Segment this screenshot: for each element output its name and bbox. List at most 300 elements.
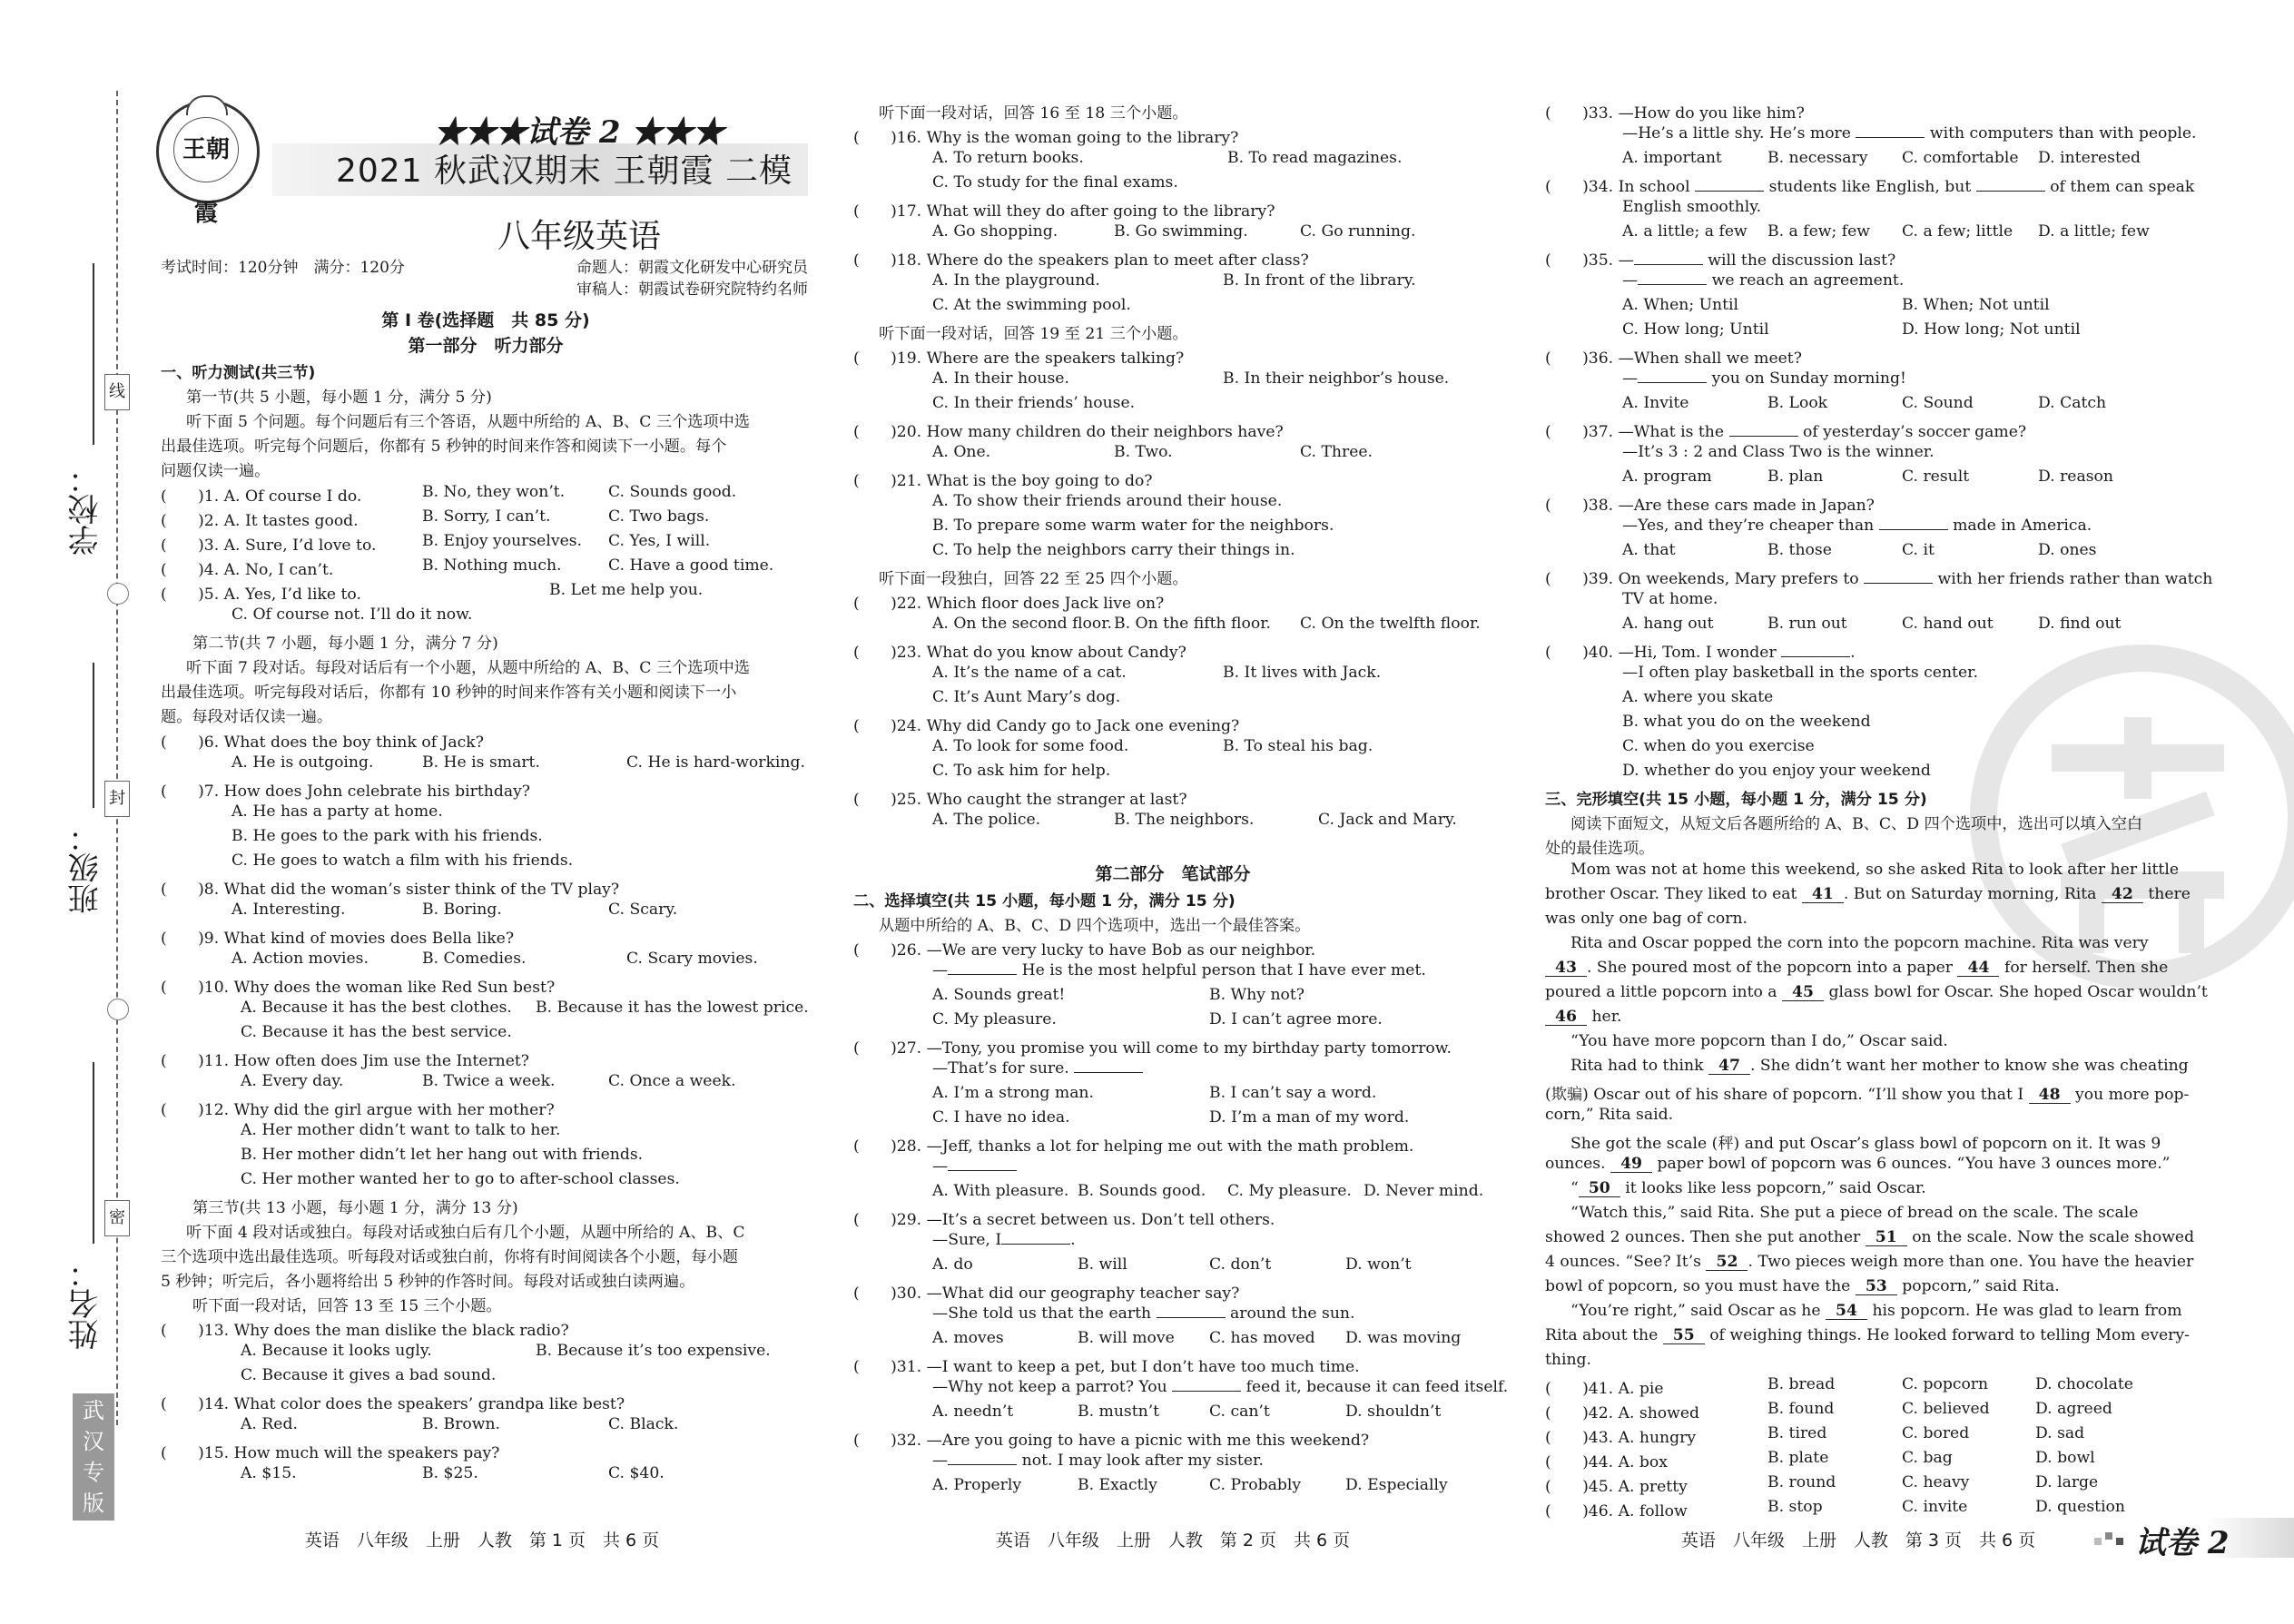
cloze-blank[interactable]: 53 (1856, 1279, 1897, 1295)
question[interactable]: ( )14. What color does the speakers’ grandpa like best? (161, 1395, 625, 1413)
option[interactable]: B. will (1078, 1255, 1127, 1274)
class-field[interactable] (93, 663, 94, 808)
question[interactable]: ( )6. What does the boy think of Jack? (161, 733, 484, 752)
exam-title: 2021 秋武汉期末 王朝霞 二模 (336, 153, 793, 190)
option[interactable]: B. stop (1767, 1498, 1823, 1516)
option[interactable]: D. Never mind. (1364, 1182, 1484, 1200)
option[interactable]: C. don’t (1209, 1255, 1272, 1274)
question[interactable]: ( )3. A. Sure, I’d love to. (161, 536, 377, 555)
option[interactable]: C. Probably (1209, 1476, 1302, 1494)
option[interactable]: C. Because it gives a bad sound. (241, 1366, 497, 1384)
option[interactable]: A. In their house. (932, 369, 1069, 388)
option[interactable]: B. No, they won’t. (422, 483, 566, 501)
option[interactable]: A. He has a party at home. (231, 802, 443, 821)
question[interactable]: ( )19. Where are the speakers talking? (853, 349, 1185, 368)
cloze-blank[interactable]: 41 (1802, 887, 1844, 903)
answer-blank[interactable] (1001, 1244, 1070, 1245)
option[interactable]: D. chocolate (2035, 1375, 2133, 1393)
option[interactable]: A. that (1622, 541, 1676, 559)
question-line: TV at home. (1622, 590, 1718, 608)
option[interactable]: A. To look for some food. (932, 737, 1129, 755)
option[interactable]: D. whether do you enjoy your weekend (1622, 762, 1931, 780)
option[interactable]: C. He goes to watch a film with his friends. (231, 851, 574, 870)
option[interactable]: C. At the swimming pool. (932, 296, 1131, 314)
option[interactable]: D. find out (2038, 615, 2122, 633)
question[interactable]: ( )43. A. hungry (1545, 1429, 1697, 1447)
option[interactable]: B. Sounds good. (1078, 1182, 1206, 1200)
volume-heading: 第 Ⅰ 卷(选择题 共 85 分) (381, 310, 590, 330)
option[interactable]: A. It’s the name of a cat. (932, 664, 1127, 682)
option[interactable]: C. bored (1902, 1424, 1970, 1442)
option[interactable]: D. I’m a man of my word. (1209, 1108, 1410, 1127)
option[interactable]: B. plate (1767, 1449, 1829, 1467)
lead-in: 听下面一段独白，回答 22 至 25 四个小题。 (879, 570, 1188, 588)
question[interactable]: ( )11. How often does Jim use the Internet? (161, 1052, 530, 1070)
option[interactable]: B. Her mother didn’t let her hang out with friends. (241, 1146, 644, 1164)
reviewer-line: 审稿人：朝霞试卷研究院特约名师 (576, 281, 808, 299)
option[interactable]: A. hang out (1622, 615, 1714, 633)
school-label: 学校： (68, 463, 104, 556)
paper-number: ★★★试卷 2 ★★★ (434, 114, 724, 151)
option[interactable]: C. Yes, I will. (608, 532, 711, 550)
option[interactable]: C. has moved (1209, 1329, 1315, 1347)
question[interactable]: ( )33. —How do you like him? (1545, 104, 1805, 123)
option[interactable]: A. When; Until (1622, 296, 1739, 314)
question[interactable]: ( )2. A. It tastes good. (161, 512, 359, 530)
seal-mark-secret: 密 (104, 1200, 130, 1236)
name-field[interactable] (93, 1062, 94, 1244)
question[interactable]: ( )26. —We are very lucky to have Bob as our neighbor. (853, 941, 1316, 960)
question-line: — (932, 1157, 1017, 1176)
option[interactable]: C. My pleasure. (1227, 1182, 1352, 1200)
question[interactable]: ( )32. —Are you going to have a picnic with me this weekend? (853, 1432, 1370, 1450)
option[interactable]: B. Look (1767, 394, 1828, 412)
question[interactable]: ( )20. How many children do their neighbors have? (853, 423, 1284, 441)
option[interactable]: B. $25. (422, 1464, 478, 1482)
question[interactable]: ( )10. Why does the woman like Red Sun best? (161, 979, 556, 997)
option[interactable]: B. Because it’s too expensive. (536, 1342, 771, 1360)
instruction: 听下面 7 段对话。每段对话后有一个小题，从题中所给的 A、B、C 三个选项中选 (186, 659, 750, 677)
question[interactable]: ( )22. Which floor does Jack live on? (853, 595, 1165, 613)
lead-in: 听下面一段对话，回答 13 至 15 三个小题。 (192, 1297, 502, 1315)
option[interactable]: C. a few; little (1902, 222, 2013, 241)
option[interactable]: B. those (1767, 541, 1832, 559)
question[interactable]: ( )7. How does John celebrate his birthday? (161, 782, 530, 801)
passage-line: brother Oscar. They liked to eat 41 . But on Saturday morning, Rita 42 there (1545, 885, 2191, 903)
exam-meta: 考试时间：120分钟 满分：120分 (161, 259, 405, 277)
option[interactable]: C. Once a week. (608, 1072, 736, 1090)
question[interactable]: ( )9. What kind of movies does Bella like? (161, 930, 515, 948)
option[interactable]: B. mustn’t (1078, 1403, 1160, 1421)
part-heading: 第一部分 听力部分 (408, 336, 564, 356)
option[interactable]: B. tired (1767, 1424, 1827, 1442)
option[interactable]: D. reason (2038, 468, 2113, 486)
answer-blank[interactable] (1879, 529, 1948, 530)
option[interactable]: A. On the second floor. (932, 615, 1113, 633)
option[interactable]: C. Black. (608, 1415, 679, 1433)
question[interactable]: ( )39. On weekends, Mary prefers to with her friends rather than watch (1545, 570, 2213, 588)
question[interactable]: ( )25. Who caught the stranger at last? (853, 791, 1187, 809)
option[interactable]: A. Because it has the best clothes. (241, 999, 512, 1017)
option[interactable]: B. On the fifth floor. (1114, 615, 1272, 633)
passage-line: was only one bag of corn. (1545, 910, 1748, 928)
answer-blank[interactable] (948, 1464, 1017, 1465)
logo-text: 王朝霞 (173, 117, 239, 182)
option[interactable]: D. won’t (1345, 1255, 1412, 1274)
answer-blank[interactable] (1172, 1391, 1241, 1392)
cloze-blank[interactable]: 52 (1706, 1255, 1748, 1271)
option[interactable]: C. when do you exercise (1622, 737, 1815, 755)
option[interactable]: A. He is outgoing. (231, 753, 374, 772)
cloze-blank[interactable]: 48 (2029, 1088, 2071, 1104)
instruction: 三个选项中选出最佳选项。听每段对话或独白前，你将有时间阅读各个小题，每小题 (161, 1248, 738, 1266)
question-line: —It’s 3 : 2 and Class Two is the winner. (1622, 443, 1935, 461)
option[interactable]: C. Scary. (608, 901, 678, 919)
answer-blank[interactable] (1695, 191, 1764, 192)
answer-blank[interactable] (1157, 1317, 1226, 1318)
question[interactable]: ( )44. A. box (1545, 1453, 1668, 1471)
answer-blank[interactable] (1976, 191, 2045, 192)
question[interactable]: ( )4. A. No, I can’t. (161, 561, 334, 579)
option[interactable]: B. Comedies. (422, 950, 527, 968)
option[interactable]: B. Go swimming. (1114, 222, 1248, 241)
node-heading: 第二节(共 7 小题，每小题 1 分，满分 7 分) (192, 635, 498, 653)
option[interactable]: A. Action movies. (231, 950, 369, 968)
cloze-blank[interactable]: 54 (1826, 1304, 1867, 1320)
question[interactable]: ( )21. What is the boy going to do? (853, 472, 1153, 490)
section-heading: 二、选择填空(共 15 小题，每小题 1 分，满分 15 分) (853, 892, 1236, 910)
option[interactable]: A. To return books. (932, 149, 1084, 167)
option[interactable]: B. bread (1767, 1375, 1836, 1393)
question[interactable]: ( )27. —Tony, you promise you will come to my birthday party tomorrow. (853, 1039, 1452, 1058)
answer-blank[interactable] (1729, 436, 1798, 437)
school-field[interactable] (93, 263, 94, 445)
part-heading: 第二部分 笔试部分 (1095, 864, 1251, 884)
option[interactable]: D. I can’t agree more. (1209, 1010, 1383, 1029)
option[interactable]: B. To prepare some warm water for the neighbors. (932, 517, 1334, 535)
passage-line: showed 2 ounces. Then she put another 51 on the scale. Now the scale showed (1545, 1228, 2195, 1246)
question-line: — we reach an agreement. (1622, 271, 1905, 290)
passage-line: bowl of popcorn, so you must have the 53 popcorn,” said Rita. (1545, 1277, 2060, 1295)
subject-title: 八年级英语 (497, 218, 662, 255)
question[interactable]: ( )8. What did the woman’s sister think of the TV play? (161, 881, 620, 899)
option[interactable]: C. On the twelfth floor. (1300, 615, 1481, 633)
option[interactable]: C. To study for the final exams. (932, 173, 1178, 192)
crown-icon (186, 95, 228, 115)
question[interactable]: ( )29. —It’s a secret between us. Don’t tell others. (853, 1211, 1275, 1229)
option[interactable]: C. Her mother wanted her to go to after-school classes. (241, 1170, 680, 1188)
option[interactable]: A. Her mother didn’t want to talk to her. (241, 1121, 561, 1139)
question-line: —I often play basketball in the sports center. (1622, 664, 1978, 682)
passage-line: “You’re right,” said Oscar as he 54 his popcorn. He was glad to learn from (1570, 1302, 2182, 1320)
answer-blank[interactable] (1781, 656, 1850, 657)
option[interactable]: B. run out (1767, 615, 1847, 633)
option[interactable]: B. The neighbors. (1114, 811, 1255, 829)
seal-mark-line: 线 (104, 374, 130, 410)
option[interactable]: B. Why not? (1209, 986, 1305, 1004)
option[interactable]: B. Brown. (422, 1415, 500, 1433)
brand-logo (156, 100, 260, 227)
question-line: —That’s for sure. (932, 1059, 1143, 1078)
answer-blank[interactable] (948, 974, 1017, 975)
question[interactable]: ( )13. Why does the man dislike the black radio? (161, 1322, 569, 1340)
option[interactable]: A. In the playground. (932, 271, 1100, 290)
option[interactable]: C. comfortable (1902, 149, 2019, 167)
node-heading: 第一节(共 5 小题，每小题 1 分，满分 5 分) (186, 389, 492, 407)
option[interactable]: D. agreed (2035, 1400, 2112, 1418)
option[interactable]: C. He is hard-working. (626, 753, 805, 772)
question[interactable]: ( )18. Where do the speakers plan to meet after class? (853, 251, 1309, 270)
option[interactable]: D. shouldn’t (1345, 1403, 1442, 1421)
option[interactable]: C. It’s Aunt Mary’s dog. (932, 688, 1121, 706)
option[interactable]: B. In their neighbor’s house. (1223, 369, 1450, 388)
option[interactable]: C. Scary movies. (626, 950, 758, 968)
option[interactable]: B. Because it has the lowest price. (536, 999, 809, 1017)
option[interactable]: C. In their friends’ house. (932, 394, 1136, 412)
section-heading: 一、听力测试(共三节) (161, 364, 316, 382)
passage-line: poured a little popcorn into a 45 glass bowl for Oscar. She hoped Oscar wouldn’t (1545, 983, 2208, 1001)
corner-paper-tag: 试卷 2 (2135, 1525, 2230, 1561)
option[interactable]: A. Because it looks ugly. (241, 1342, 432, 1360)
question[interactable]: ( )45. A. pretty (1545, 1478, 1688, 1496)
option[interactable]: A. Every day. (241, 1072, 344, 1090)
option[interactable]: B. Nothing much. (422, 556, 562, 575)
passage-line: (欺骗) Oscar out of his share of popcorn. “I’ll show you that I 48 you more pop- (1545, 1086, 2190, 1104)
question[interactable]: ( )34. In school students like English, but of them can speak (1545, 178, 2195, 196)
answer-blank[interactable] (948, 1170, 1017, 1171)
option[interactable]: B. He goes to the park with his friends. (231, 827, 543, 845)
passage-line: Mom was not at home this weekend, so she asked Rita to look after her little (1570, 861, 2179, 879)
question[interactable]: ( )28. —Jeff, thanks a lot for helping me out with the math problem. (853, 1137, 1414, 1156)
passage-line: 4 ounces. “See? It’s 52 . Two pieces weigh more than one. You have the heavier (1545, 1253, 2194, 1271)
class-label: 班级： (68, 822, 104, 914)
option[interactable]: A. To show their friends around their house. (932, 492, 1283, 510)
option[interactable]: B. It lives with Jack. (1223, 664, 1382, 682)
option[interactable]: C. heavy (1902, 1473, 1970, 1491)
question[interactable]: ( )31. —I want to keep a pet, but I don’t have too much time. (853, 1358, 1360, 1376)
question-line: —Sure, I . (932, 1231, 1076, 1249)
option[interactable]: C. bag (1902, 1449, 1953, 1467)
option[interactable]: B. Exactly (1078, 1476, 1157, 1494)
answer-blank[interactable] (1634, 264, 1703, 265)
option[interactable]: B. To steal his bag. (1223, 737, 1373, 755)
option[interactable]: B. found (1767, 1400, 1835, 1418)
option[interactable]: A. One. (932, 443, 991, 461)
answer-blank[interactable] (1074, 1072, 1143, 1073)
option[interactable]: C. Have a good time. (608, 556, 774, 575)
cloze-blank[interactable]: 55 (1663, 1328, 1705, 1344)
question[interactable]: ( )5. A. Yes, I’d like to. (161, 586, 361, 604)
option[interactable]: D. question (2035, 1498, 2125, 1516)
option[interactable]: C. Jack and Mary. (1318, 811, 1457, 829)
option[interactable]: B. what you do on the weekend (1622, 713, 1871, 731)
regional-edition-badge: 武汉专版 (73, 1393, 114, 1521)
binding-strip (0, 0, 154, 1624)
option[interactable]: C. Sounds good. (608, 483, 737, 501)
question-line: —Why not keep a parrot? You feed it, because it can feed itself. (932, 1378, 1509, 1396)
option[interactable]: D. large (2035, 1473, 2099, 1491)
option[interactable]: A. With pleasure. (932, 1182, 1069, 1200)
question[interactable]: ( )38. —Are these cars made in Japan? (1545, 497, 1875, 515)
cloze-blank[interactable]: 44 (1957, 960, 1999, 977)
cloze-blank[interactable]: 49 (1610, 1156, 1652, 1173)
question[interactable]: ( )46. A. follow (1545, 1502, 1688, 1521)
option[interactable]: C. popcorn (1902, 1375, 1989, 1393)
option[interactable]: D. was moving (1345, 1329, 1462, 1347)
answer-blank[interactable] (1864, 583, 1933, 584)
question[interactable]: ( )35. — will the discussion last? (1545, 251, 1896, 270)
instruction: 听下面 5 个问题。每个问题后有三个答语，从题中所给的 A、B、C 三个选项中选 (186, 413, 750, 431)
instruction: 问题仅读一遍。 (161, 462, 271, 480)
option[interactable]: C. Of course not. I’ll do it now. (231, 605, 473, 624)
instruction: 处的最佳选项。 (1545, 840, 1655, 858)
option[interactable]: A. Red. (241, 1415, 298, 1433)
option[interactable]: A. Interesting. (231, 901, 346, 919)
question[interactable]: ( )1. A. Of course I do. (161, 487, 362, 506)
passage-line: 46 her. (1545, 1008, 1622, 1026)
option[interactable]: B. necessary (1767, 149, 1868, 167)
section-heading: 三、完形填空(共 15 小题，每小题 1 分，满分 15 分) (1545, 791, 1927, 809)
option[interactable]: A. needn’t (932, 1403, 1014, 1421)
passage-line: thing. (1545, 1351, 1592, 1369)
question[interactable]: ( )15. How much will the speakers pay? (161, 1444, 500, 1462)
question[interactable]: ( )23. What do you know about Candy? (853, 644, 1186, 662)
option[interactable]: A. Invite (1622, 394, 1689, 412)
option[interactable]: C. hand out (1902, 615, 1994, 633)
option[interactable]: C. $40. (608, 1464, 665, 1482)
answer-blank[interactable] (1638, 382, 1707, 383)
option[interactable]: C. can’t (1209, 1403, 1270, 1421)
option[interactable]: B. Twice a week. (422, 1072, 556, 1090)
option[interactable]: A. program (1622, 468, 1712, 486)
option[interactable]: D. a little; few (2038, 222, 2150, 241)
lead-in: 听下面一段对话，回答 19 至 21 三个小题。 (879, 325, 1188, 343)
option[interactable]: C. Two bags. (608, 507, 710, 526)
cloze-blank[interactable]: 42 (2102, 887, 2143, 903)
question[interactable]: ( )41. A. pie (1545, 1380, 1664, 1398)
option[interactable]: C. Three. (1300, 443, 1373, 461)
question[interactable]: ( )30. —What did our geography teacher say? (853, 1284, 1240, 1303)
option[interactable]: A. The police. (932, 811, 1041, 829)
option[interactable]: A. $15. (241, 1464, 297, 1482)
question[interactable]: ( )36. —When shall we meet? (1545, 349, 1802, 368)
option[interactable]: D. Especially (1345, 1476, 1448, 1494)
page-footer: 英语 八年级 上册 人教 第 3 页 共 6 页 (1680, 1530, 2036, 1550)
option[interactable]: D. sad (2035, 1424, 2085, 1442)
question-line: —She told us that the earth around the sun. (932, 1304, 1355, 1323)
cloze-blank[interactable]: 50 (1579, 1181, 1620, 1197)
cloze-blank[interactable]: 46 (1545, 1009, 1587, 1026)
passage-line: Rita had to think 47 . She didn’t want her mother to know she was cheating (1570, 1057, 2189, 1075)
option[interactable]: C. I have no idea. (932, 1108, 1070, 1127)
question-line: — you on Sunday morning! (1622, 369, 1906, 388)
instruction: 出最佳选项。听完每个问题后，你都有 5 秒钟的时间来作答和阅读下一小题。每个 (161, 438, 727, 456)
option[interactable]: A. Go shopping. (932, 222, 1058, 241)
option[interactable]: A. I’m a strong man. (932, 1084, 1094, 1102)
page-footer: 英语 八年级 上册 人教 第 2 页 共 6 页 (995, 1530, 1351, 1550)
option[interactable]: A. moves (932, 1329, 1004, 1347)
option[interactable]: C. believed (1902, 1400, 1990, 1418)
lead-in: 听下面一段对话，回答 16 至 18 三个小题。 (879, 104, 1188, 123)
option[interactable]: C. it (1902, 541, 1935, 559)
author-line: 命题人：朝霞文化研发中心研究员 (576, 259, 808, 277)
option[interactable]: C. Because it has the best service. (241, 1023, 512, 1041)
option[interactable]: A. do (932, 1255, 973, 1274)
option[interactable]: C. invite (1902, 1498, 1968, 1516)
option[interactable]: A. important (1622, 149, 1722, 167)
option[interactable]: B. To read magazines. (1227, 149, 1403, 167)
option[interactable]: D. bowl (2035, 1449, 2095, 1467)
instruction: 从题中所给的 A、B、C、D 四个选项中，选出一个最佳答案。 (879, 917, 1311, 935)
passage-line: corn,” Rita said. (1545, 1106, 1674, 1124)
passage-line: She got the scale (秤) and put Oscar’s glass bowl of popcorn on it. It was 9 (1570, 1135, 2161, 1153)
option[interactable]: B. Two. (1114, 443, 1173, 461)
option[interactable]: B. Let me help you. (549, 581, 704, 599)
cloze-blank[interactable]: 45 (1782, 985, 1824, 1001)
instruction: 题。每段对话仅读一遍。 (161, 708, 333, 726)
question[interactable]: ( )16. Why is the woman going to the library? (853, 129, 1239, 147)
option[interactable]: C. To ask him for help. (932, 762, 1111, 780)
passage-line: “ 50 it looks like less popcorn,” said Oscar. (1570, 1179, 1926, 1197)
option[interactable]: D. Catch (2038, 394, 2107, 412)
option[interactable]: D. ones (2038, 541, 2097, 559)
option[interactable]: A. Sounds great! (932, 986, 1066, 1004)
question[interactable]: ( )42. A. showed (1545, 1404, 1700, 1422)
instruction: 阅读下面短文，从短文后各题所给的 A、B、C、D 四个选项中，选出可以填入空白 (1570, 815, 2143, 833)
passage-line: 43 . She poured most of the popcorn into a paper 44 for herself. Then she (1545, 959, 2168, 977)
option[interactable]: A. a little; a few (1622, 222, 1748, 241)
option[interactable]: A. Properly (932, 1476, 1022, 1494)
option[interactable]: B. Boring. (422, 901, 502, 919)
option[interactable]: B. round (1767, 1473, 1836, 1491)
option[interactable]: C. How long; Until (1622, 320, 1769, 339)
option[interactable]: B. a few; few (1767, 222, 1871, 241)
answer-blank[interactable] (1856, 137, 1925, 138)
passage-line: ounces. 49 paper bowl of popcorn was 6 ounces. “You have 3 ounces more.” (1545, 1155, 2171, 1173)
option[interactable]: C. Go running. (1300, 222, 1416, 241)
option[interactable]: C. My pleasure. (932, 1010, 1057, 1029)
cloze-blank[interactable]: 43 (1545, 960, 1587, 977)
option[interactable]: A. where you skate (1622, 688, 1774, 706)
node-heading: 第三节(共 13 小题，每小题 1 分，满分 13 分) (192, 1199, 518, 1217)
option[interactable]: C. Sound (1902, 394, 1974, 412)
option[interactable]: C. result (1902, 468, 1970, 486)
answer-blank[interactable] (1638, 284, 1707, 285)
option[interactable]: D. How long; Not until (1902, 320, 2081, 339)
passage-line: Rita and Oscar popped the corn into the popcorn machine. Rita was very (1570, 934, 2149, 952)
option[interactable]: C. To help the neighbors carry their things in. (932, 541, 1295, 559)
option[interactable]: B. I can’t say a word. (1209, 1084, 1377, 1102)
cloze-blank[interactable]: 51 (1866, 1230, 1907, 1246)
question[interactable]: ( )37. —What is the of yesterday’s soccer game? (1545, 423, 2027, 441)
option[interactable]: B. Enjoy yourselves. (422, 532, 583, 550)
question-line: — not. I may look after my sister. (932, 1452, 1264, 1470)
question[interactable]: ( )40. —Hi, Tom. I wonder . (1545, 644, 1856, 662)
question[interactable]: ( )12. Why did the girl argue with her mother? (161, 1101, 555, 1119)
passage-line: “You have more popcorn than I do,” Oscar said. (1570, 1032, 1948, 1050)
option[interactable]: B. Sorry, I can’t. (422, 507, 551, 526)
option[interactable]: B. He is smart. (422, 753, 540, 772)
option[interactable]: D. interested (2038, 149, 2141, 167)
question[interactable]: ( )24. Why did Candy go to Jack one evening? (853, 717, 1240, 735)
instruction: 听下面 4 段对话或独白。每段对话或独白后有几个小题，从题中所给的 A、B、C (186, 1224, 745, 1242)
option[interactable]: B. will move (1078, 1329, 1175, 1347)
option[interactable]: B. In front of the library. (1223, 271, 1416, 290)
question[interactable]: ( )17. What will they do after going to the library? (853, 202, 1275, 221)
option[interactable]: B. When; Not until (1902, 296, 2050, 314)
cloze-blank[interactable]: 47 (1708, 1058, 1750, 1075)
option[interactable]: B. plan (1767, 468, 1824, 486)
